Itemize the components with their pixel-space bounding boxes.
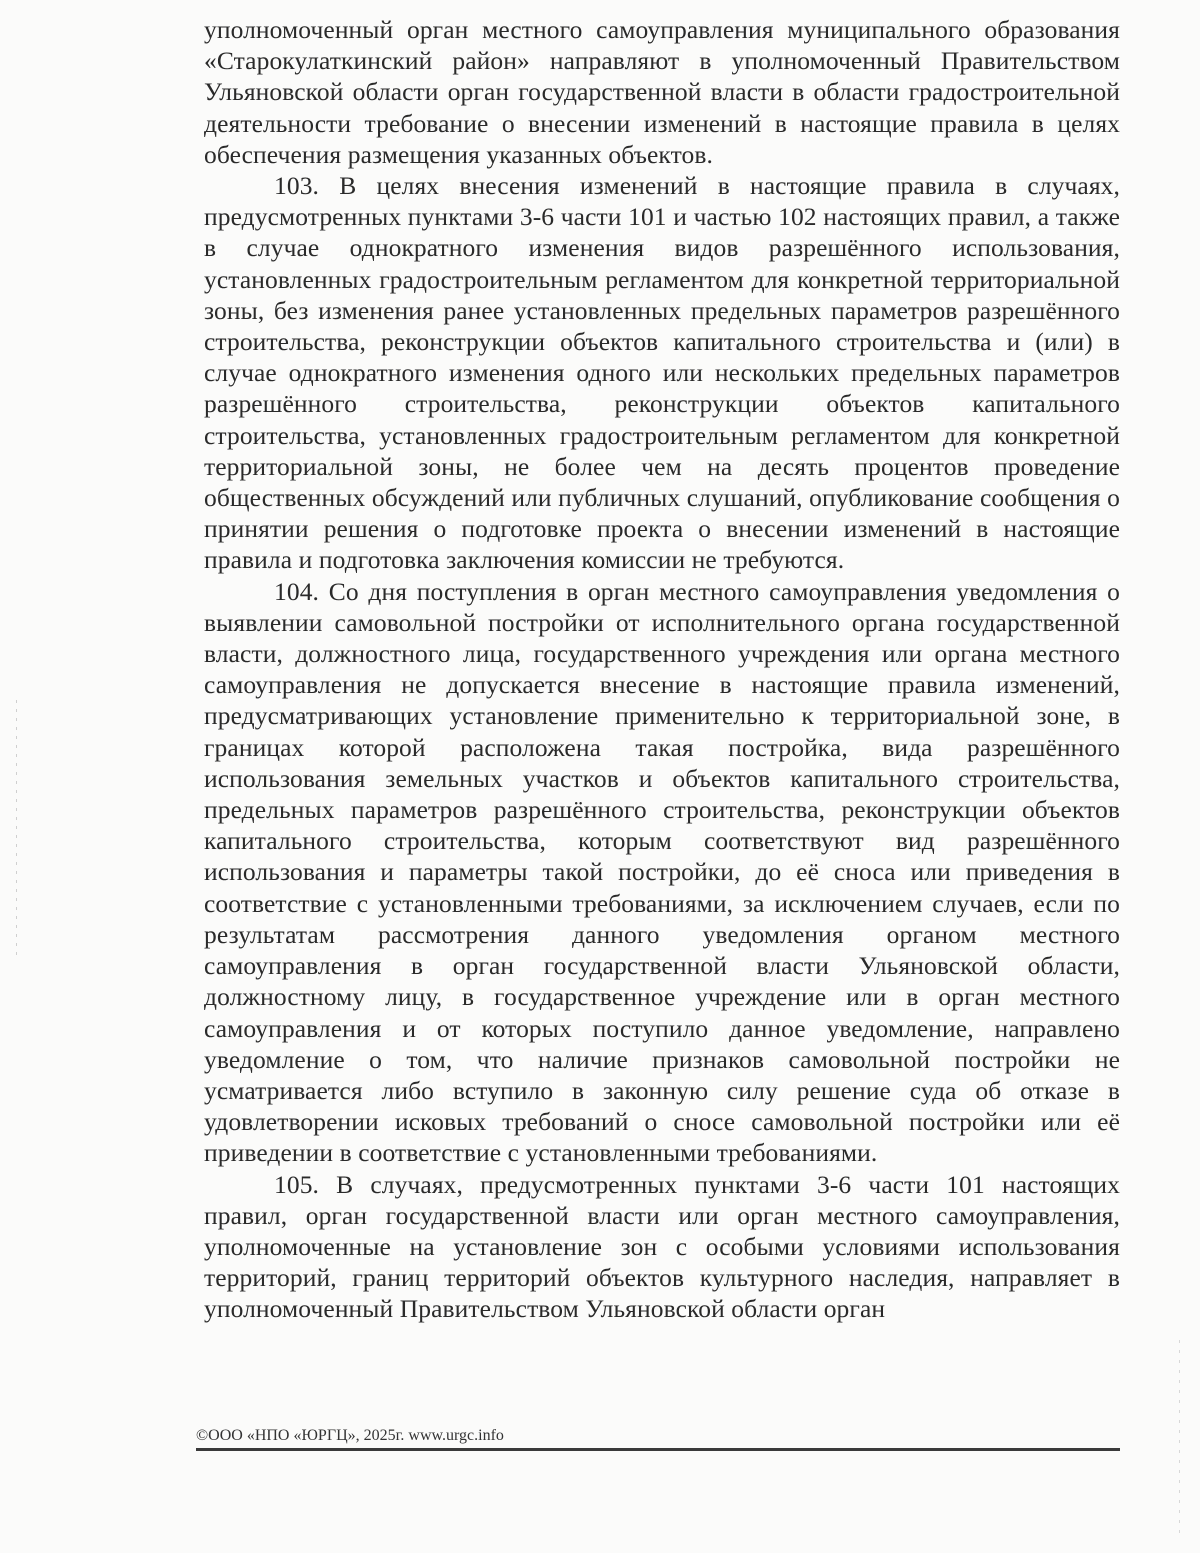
scan-artifact xyxy=(16,700,17,960)
document-body xyxy=(204,14,1120,1325)
footer-divider xyxy=(196,1448,1120,1451)
paragraph-105: 105. В случаях, предусмотренных пунктами 3-6 части 101 настоящих правил, орган государственной власти или орган местного самоуправления, уполномоченные на установление зон с особыми условиями использования территорий, границ территорий объектов культурного наследия, направляет в уполномоченный Правительством Ульяновской области орган xyxy=(204,1169,1120,1324)
paragraph-104: 104. Со дня поступления в орган местного самоуправления уведомления о выявлении самовольной постройки от исполнительного органа государственной власти, должностного лица, государственного учреждения или органа местного самоуправления не допускается внесение в настоящие правила изменений, предусматривающих установление применительно к территориальной зоне, в границах которой расположена такая постройка, вида разрешённого использования земельных участков и объектов капитального строительства, предельных параметров разрешённого строительства, реконструкции объектов капитального строительства, которым соответствуют вид разрешённого использования и параметры такой постройки, до её сноса или приведения в соответствие с установленными требованиями, за исключением случаев, если по результатам рассмотрения данного уведомления органом местного самоуправления в орган государственной власти Ульяновской области, должностному лицу, в государственное учреждение или в орган местного самоуправления и от которых поступило данное уведомление, направлено уведомление о том, что наличие признаков самовольной постройки не усматривается либо вступило в законную силу решение суда об отказе в удовлетворении исковых требований о сносе самовольной постройки или её приведении в соответствие с установленными требованиями. xyxy=(204,576,1120,1168)
footer-copyright: ©ООО «НПО «ЮРГЦ», 2025г. www.urgc.info xyxy=(196,1427,504,1444)
paragraph-103: 103. В целях внесения изменений в настоящие правила в случаях, предусмотренных пунктами 3-6 части 101 и частью 102 настоящих правил, а также в случае однократного изменения видов разрешённого использования, установленных градостроительным регламентом для конкретной территориальной зоны, без изменения ранее установленных предельных параметров разрешённого строительства, реконструкции объектов капитального строительства и (или) в случае однократного изменения одного или нескольких предельных параметров разрешённого строительства, реконструкции объектов капитального строительства, установленных градостроительным регламентом для конкретной территориальной зоны, не более чем на десять процентов проведение общественных обсуждений или публичных слушаний, опубликование сообщения о принятии решения о подготовке проекта о внесении изменений в настоящие правила и подготовка заключения комиссии не требуются. xyxy=(204,171,1120,575)
scan-artifact-right xyxy=(1179,1340,1180,1540)
paragraph-continuation: уполномоченный орган местного самоуправления муниципального образования «Старокулаткинский район» направляют в уполномоченный Правительством Ульяновской области орган государственной власти в области градостроительной деятельности требование о внесении изменений в настоящие правила в целях обеспечения размещения указанных объектов. xyxy=(204,15,1120,169)
page-footer xyxy=(196,1426,1120,1451)
